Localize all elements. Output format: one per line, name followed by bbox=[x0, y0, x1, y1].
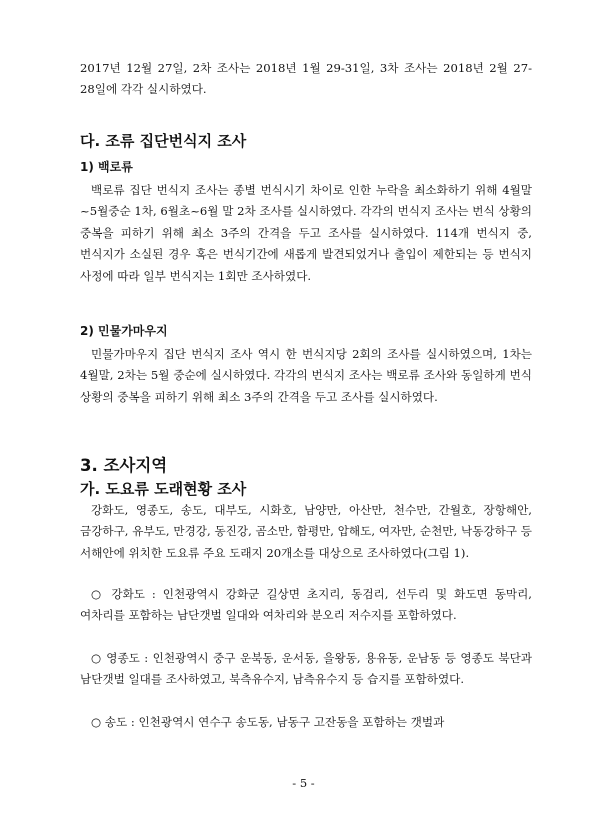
list-item-ganghwa: ○ 강화도 : 인천광역시 강화군 길상면 초지리, 동검리, 선두리 및 화도면 동막리, 여차리를 포함하는 남단갯벌 일대와 여차리와 분오리 저수지를 포함하였다. bbox=[80, 587, 532, 623]
cormorant-paragraph: 민물가마우지 집단 번식지 조사 역시 한 번식지당 2회의 조사를 실시하였으며, 1차는 4월말, 2차는 5월 중순에 실시하였다. 각각의 번식지 조사는 백로류 조사와 동일하게 번식 상황의 중복을 피하기 위해 최소 3주의 간격을 두고 조사를 실시하였다. bbox=[80, 347, 532, 404]
page-number: - 5 - bbox=[292, 776, 315, 790]
subsection-heading-cormorant: 2) 민물가마우지 bbox=[80, 324, 168, 338]
intro-paragraph: 2017년 12월 27일, 2차 조사는 2018년 1월 29-31일, 3차 조사는 2018년 2월 27-28일에 각각 실시하였다. bbox=[80, 61, 532, 97]
shorebirds-paragraph: 강화도, 영종도, 송도, 대부도, 시화호, 남양만, 아산만, 천수만, 간월호, 장항해안, 금강하구, 유부도, 만경강, 동진강, 곰소만, 함평만, 압해도, 여자만, 순천만, 낙동강하구 등 서해안에 위치한 도요류 주요 도래지 20개소를 대상으로 조사하였다(그림 1). bbox=[80, 503, 532, 560]
list-item-songdo: ○ 송도 : 인천광역시 연수구 송도동, 남동구 고잔동을 포함하는 갯벌과 bbox=[91, 715, 445, 729]
subsection-heading-egrets: 1) 백로류 bbox=[80, 160, 133, 174]
subsection-heading-shorebirds: 가. 도요류 도래현황 조사 bbox=[80, 480, 247, 498]
section-heading-survey-area: 3. 조사지역 bbox=[80, 456, 168, 475]
section-heading-bird-colony: 다. 조류 집단번식지 조사 bbox=[80, 132, 247, 150]
list-item-yeongjong: ○ 영종도 : 인천광역시 중구 운북동, 운서동, 을왕동, 용유동, 운남동 등 영종도 북단과 남단갯벌 일대를 조사하였고, 북측유수지, 남측유수지 등 습지를 포함하였다. bbox=[80, 651, 532, 687]
egrets-paragraph: 백로류 집단 번식지 조사는 종별 번식시기 차이로 인한 누락을 최소화하기 위해 4월말~5월중순 1차, 6월초~6월 말 2차 조사를 실시하였다. 각각의 번식지 조사는 번식 상황의 중복을 피하기 위해 최소 3주의 간격을 두고 조사를 실시하였다. 114개 번식지 중, 번식지가 소실된 경우 혹은 번식기간에 새롭게 발견되었거나 출입이 제한되는 등 번식지 사정에 따라 일부 번식지는 1회만 조사하였다. bbox=[80, 183, 532, 283]
